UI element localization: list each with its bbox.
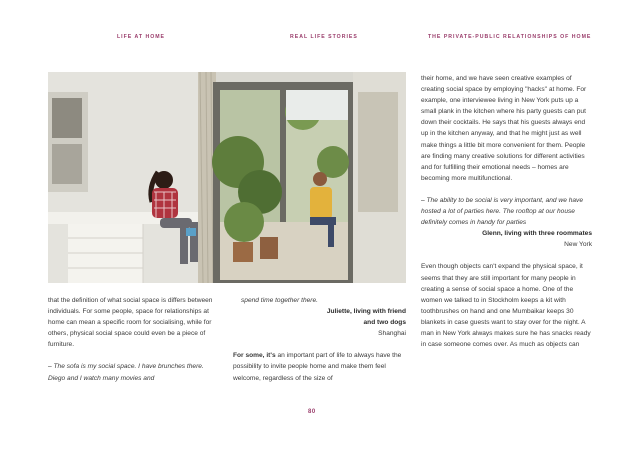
paragraph-spacer	[421, 250, 592, 261]
text-column-right	[421, 73, 592, 350]
quote-attribution: Glenn, living with three roommates	[482, 230, 592, 238]
body-paragraph	[233, 350, 406, 383]
body-paragraph: their home, and we have seen creative examples of creating social space by employing "hacks" at home. For example, one interviewee living in New York puts up a small plank in the kitchen where his party guests can put down their cocktails. He says that his guests always end up in the kitchen anyway, and that he might just as well make things a little bit more convenient for them. People are finding many creative solutions for different activities and for fulfilling their emotional needs – homes are becoming more multifunctional.	[421, 75, 587, 182]
lead-in-bold: For some, it's	[233, 352, 276, 360]
interior-photo	[48, 72, 406, 283]
paragraph-spacer	[233, 339, 406, 350]
quote-location: Shanghai	[378, 330, 406, 338]
quote-location: New York	[564, 241, 592, 249]
quote-attribution-cont: and two dogs	[363, 319, 406, 327]
text-column-middle	[233, 295, 406, 384]
paragraph-text: an important part of life to always have the possibility to invite people home and make them feel welcome, regardless of the size of	[233, 352, 402, 382]
body-paragraph: that the definition of what social space is differs between individuals. For some people, space for relationships at home can mean a specific room for socialising, while for others, physical social space could even be a piece of furniture.	[48, 297, 213, 349]
quote-attribution: Juliette, living with friend	[326, 308, 406, 316]
page-number: 80	[308, 409, 316, 415]
body-paragraph: Even though objects can't expand the physical space, it seems that they are still important for many people in creating a sense of social space a home. One of the women we talked to in Stockholm keeps a kit with toothbrushes on hand and one Mumbaikar keeps 30 blankets in case guests want to stay over for the night. A man in New York always makes sure he has snacks ready in case someone comes over. As much as objects can	[421, 263, 591, 349]
interview-quote: – The sofa is my social space. I have brunches there. Diego and I watch many movies and	[48, 363, 204, 382]
header-section-right: THE PRIVATE-PUBLIC RELATIONSHIPS OF HOME	[428, 34, 592, 40]
paragraph-spacer	[48, 350, 222, 361]
header-section-left: LIFE AT HOME	[117, 34, 166, 40]
interview-quote-continued: spend time together there.	[241, 297, 318, 304]
paragraph-spacer	[421, 184, 592, 195]
text-column-left	[48, 295, 222, 384]
running-header	[0, 34, 638, 46]
interview-quote: – The ability to be social is very important, and we have hosted a lot of parties here. The rooftop at our house definitely comes in handy for parties	[421, 196, 583, 227]
header-section-center: REAL LIFE STORIES	[290, 34, 358, 40]
